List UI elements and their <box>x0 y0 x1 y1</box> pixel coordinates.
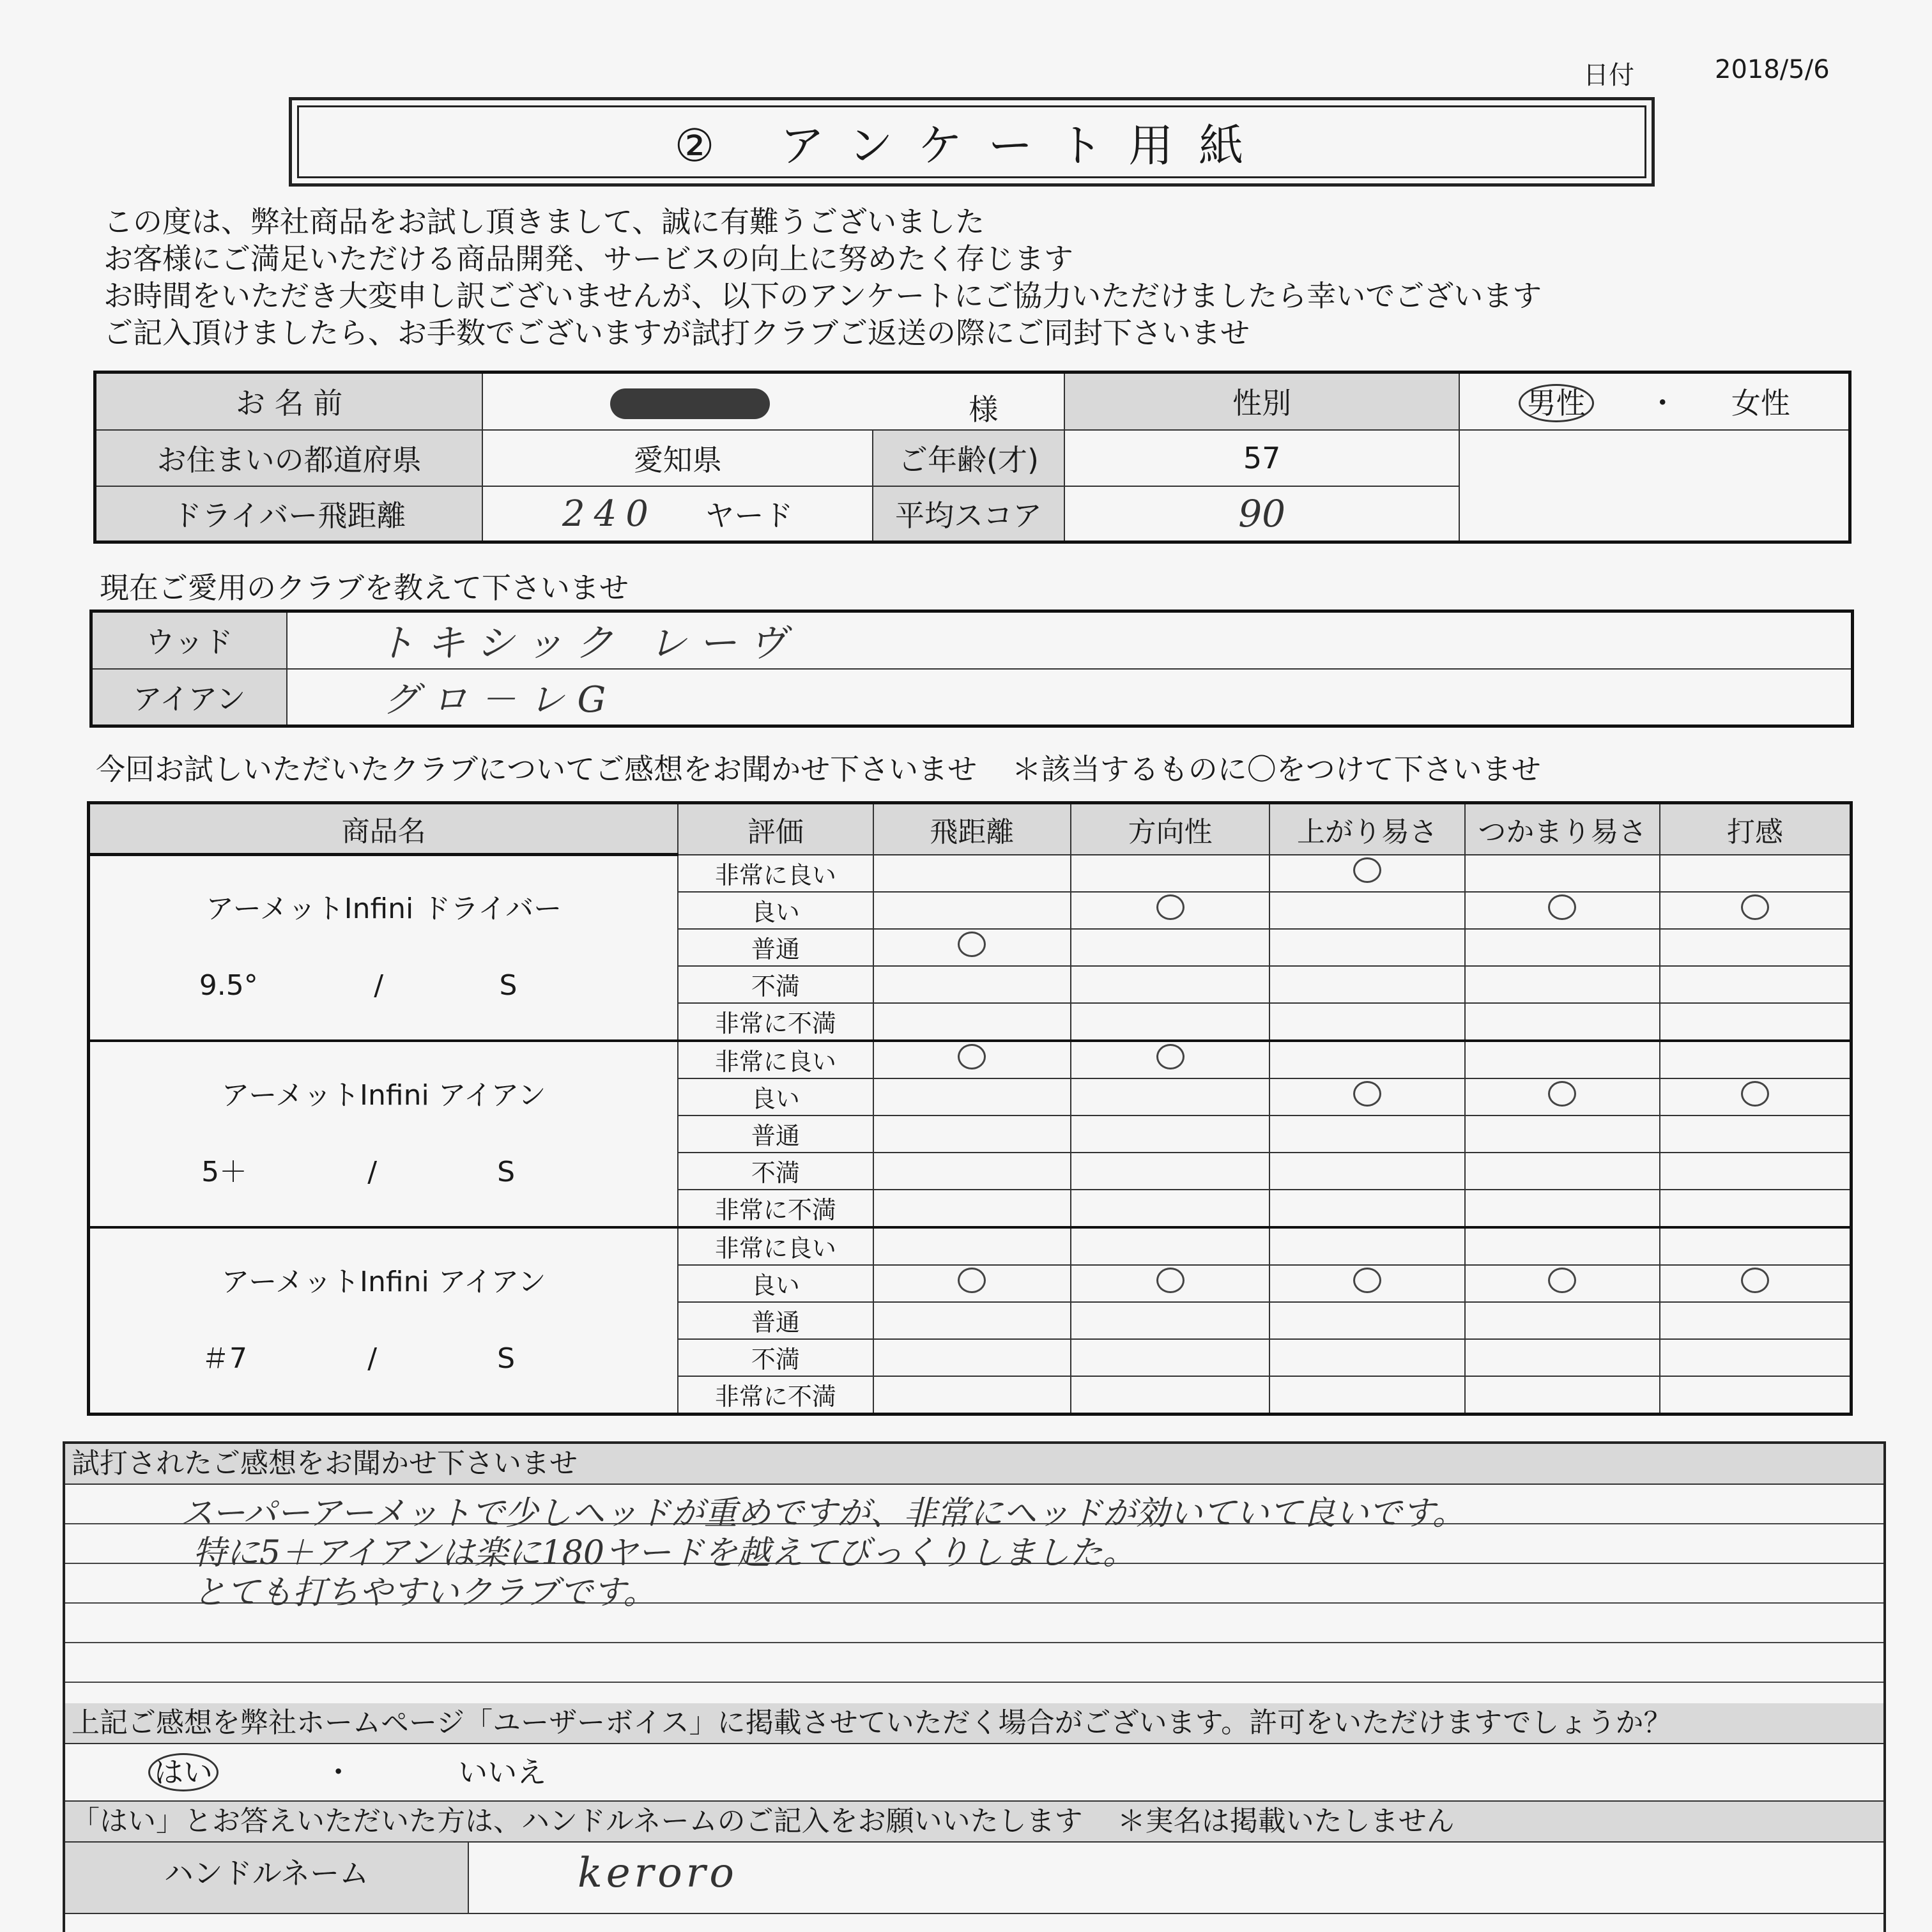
honorific: 様 <box>969 392 999 427</box>
rating-cell[interactable] <box>1465 966 1660 1003</box>
product-spec-line <box>90 1321 677 1397</box>
circle-mark-icon <box>1741 1268 1769 1293</box>
rating-level-label: 良い <box>678 1078 873 1116</box>
rating-cell[interactable] <box>1660 855 1851 892</box>
handle-value: keroro <box>578 1850 738 1897</box>
rating-cell[interactable] <box>1660 1265 1851 1302</box>
rating-cell[interactable] <box>1071 929 1269 966</box>
iron-value: グロ－レG <box>383 678 619 721</box>
gender-male[interactable]: 男性 <box>1519 384 1594 422</box>
intro-line: お客様にご満足いただける商品開発、サービスの向上に努めたく存じます <box>103 241 1073 276</box>
rating-cell[interactable] <box>873 1003 1071 1041</box>
rating-level-label: 普通 <box>678 929 873 966</box>
rating-cell[interactable] <box>1071 1190 1269 1227</box>
rating-cell[interactable] <box>1660 929 1851 966</box>
rating-cell[interactable] <box>873 1339 1071 1376</box>
product-cell <box>89 1041 678 1227</box>
product-name: アーメットInfini ドライバー <box>206 893 562 926</box>
permission-section <box>63 1703 1886 1932</box>
rating-level-label: 非常に不満 <box>678 1190 873 1227</box>
evaluation-note: ＊該当するものに〇をつけて下さいませ <box>1011 752 1541 786</box>
rating-cell[interactable] <box>1071 1078 1269 1116</box>
column-header: 飛距離 <box>873 803 1071 855</box>
rating-cell[interactable] <box>1071 1376 1269 1414</box>
iron-field[interactable] <box>287 669 1853 726</box>
circle-mark-icon <box>1548 1268 1576 1293</box>
rating-cell[interactable] <box>1660 1153 1851 1190</box>
handle-field[interactable] <box>469 1843 1883 1913</box>
circle-mark-icon <box>1741 1081 1769 1107</box>
rating-cell[interactable] <box>1071 1227 1269 1265</box>
circle-mark-icon <box>958 931 986 957</box>
rating-cell[interactable] <box>873 1265 1071 1302</box>
rating-cell[interactable] <box>1465 892 1660 929</box>
rating-cell[interactable] <box>873 1190 1071 1227</box>
rating-cell[interactable] <box>1269 892 1464 929</box>
page-title: ② アンケート用紙 <box>297 105 1646 178</box>
rating-level-label: 良い <box>678 1265 873 1302</box>
rating-cell[interactable] <box>1269 966 1464 1003</box>
remarks-box <box>63 1441 1886 1708</box>
evaluation-heading <box>96 746 1541 788</box>
rating-cell[interactable] <box>1465 1116 1660 1153</box>
rating-cell[interactable] <box>1269 1153 1464 1190</box>
remarks-line[interactable]: とても打ちやすいクラブです。 <box>193 1574 657 1612</box>
wood-label: ウッド <box>91 611 287 669</box>
title-frame <box>289 97 1655 187</box>
rating-cell[interactable] <box>1465 1190 1660 1227</box>
rating-cell[interactable] <box>1660 1116 1851 1153</box>
rating-cell[interactable] <box>1465 1302 1660 1339</box>
rating-cell[interactable] <box>1660 966 1851 1003</box>
rating-level-label: 非常に良い <box>678 1041 873 1078</box>
rating-level-label: 非常に不満 <box>678 1376 873 1414</box>
rating-level-label: 非常に良い <box>678 855 873 892</box>
product-cell <box>89 1227 678 1414</box>
rating-cell[interactable] <box>1269 929 1464 966</box>
rating-cell[interactable] <box>1071 1153 1269 1190</box>
rating-cell[interactable] <box>1465 1041 1660 1078</box>
circle-mark-icon <box>958 1044 986 1070</box>
column-header: 打感 <box>1660 803 1851 855</box>
rating-cell[interactable] <box>1071 1339 1269 1376</box>
circle-mark-icon <box>1156 894 1184 920</box>
rating-cell[interactable] <box>1269 1302 1464 1339</box>
current-clubs-heading: 現在ご愛用のクラブを教えて下さいませ <box>100 571 629 605</box>
column-header: 上がり易さ <box>1269 803 1464 855</box>
age-value[interactable]: 57 <box>1064 430 1460 486</box>
rating-cell[interactable] <box>1465 1003 1660 1041</box>
rating-cell[interactable] <box>1269 1265 1464 1302</box>
column-header: 方向性 <box>1071 803 1269 855</box>
rating-cell[interactable] <box>1465 855 1660 892</box>
rating-cell[interactable] <box>1071 855 1269 892</box>
circle-mark-icon <box>1156 1044 1184 1070</box>
rating-level-label: 不満 <box>678 1339 873 1376</box>
rating-cell[interactable] <box>1465 1153 1660 1190</box>
product-spec-line <box>90 1134 677 1211</box>
handle-label: ハンドルネーム <box>65 1843 469 1913</box>
rating-cell[interactable] <box>1071 1116 1269 1153</box>
rating-cell[interactable] <box>1660 1190 1851 1227</box>
handle-note: ＊実名は掲載いたしません <box>1117 1805 1455 1837</box>
date-label: 日付 <box>1583 61 1634 90</box>
product-slash: / <box>367 1342 378 1375</box>
rating-cell[interactable] <box>1660 1302 1851 1339</box>
average-score-field[interactable] <box>1064 486 1460 542</box>
redacted-name <box>610 388 770 419</box>
product-spec-line <box>90 947 677 1024</box>
current-clubs-table <box>89 610 1854 728</box>
wood-value: トキシック レーヴ <box>376 621 798 666</box>
rating-cell[interactable] <box>1465 1339 1660 1376</box>
product-cell <box>89 855 678 1041</box>
circle-mark-icon <box>1353 1081 1381 1107</box>
product-name: アーメットInfini アイアン <box>221 1078 546 1112</box>
intro-line: お時間をいただき大変申し訳ございませんが、以下のアンケートにご協力いただけましたら幸いでございます <box>103 279 1542 313</box>
rating-cell[interactable] <box>1071 966 1269 1003</box>
rating-cell[interactable] <box>1269 1078 1464 1116</box>
gender-label: 性別 <box>1064 372 1460 430</box>
permission-yes[interactable]: はい <box>148 1753 218 1791</box>
rating-cell[interactable] <box>1071 1302 1269 1339</box>
rating-cell[interactable] <box>873 1153 1071 1190</box>
intro-line: ご記入頂けましたら、お手数でございますが試打クラブご返送の際にご同封下さいませ <box>103 316 1250 350</box>
circle-mark-icon <box>1741 894 1769 920</box>
column-header: つかまり易さ <box>1465 803 1660 855</box>
rating-cell[interactable] <box>1071 892 1269 929</box>
remarks-line[interactable]: スーパーアーメットで少しヘッドが重めですが、非常にヘッドが効いていて良いです。 <box>180 1494 1466 1533</box>
rating-cell[interactable] <box>873 1376 1071 1414</box>
name-field[interactable] <box>482 372 1064 430</box>
profile-table <box>93 371 1851 544</box>
rating-cell[interactable] <box>1465 1376 1660 1414</box>
rating-cell[interactable] <box>1071 1265 1269 1302</box>
rating-cell[interactable] <box>1269 1376 1464 1414</box>
evaluation-heading-text: 今回お試しいただいたクラブについてご感想をお聞かせ下さいませ <box>96 752 977 786</box>
rating-level-label: 不満 <box>678 1153 873 1190</box>
gender-female[interactable]: 女性 <box>1731 386 1790 421</box>
rating-cell[interactable] <box>1465 929 1660 966</box>
product-spec: 5＋ <box>201 1155 248 1188</box>
drive-distance-unit: ヤード <box>705 498 793 533</box>
rating-cell[interactable] <box>1269 1003 1464 1041</box>
permission-question: 上記ご感想を弊社ホームページ「ユーザーボイス」に掲載させていただく場合がございます。許可をいただけますでしょうか？ <box>65 1703 1883 1744</box>
product-flex: S <box>497 1155 516 1188</box>
rating-cell[interactable] <box>1660 1227 1851 1265</box>
rating-cell[interactable] <box>873 892 1071 929</box>
gender-separator: ・ <box>1648 386 1678 421</box>
rating-cell[interactable] <box>873 855 1071 892</box>
date-value: 2018/5/6 <box>1715 55 1830 84</box>
rating-cell[interactable] <box>1660 1003 1851 1041</box>
product-slash: / <box>367 1155 378 1188</box>
gender-options[interactable] <box>1459 372 1850 430</box>
rating-cell[interactable] <box>1071 1041 1269 1078</box>
rating-cell[interactable] <box>1269 1339 1464 1376</box>
name-label: お 名 前 <box>95 372 483 430</box>
rating-cell[interactable] <box>1660 1078 1851 1116</box>
rating-cell[interactable] <box>1071 1003 1269 1041</box>
evaluation-header-row <box>89 803 1851 855</box>
product-spec: 9.5° <box>199 969 258 1002</box>
product-slash: / <box>374 969 384 1002</box>
product-name: アーメットInfini アイアン <box>221 1265 546 1298</box>
rating-cell[interactable] <box>1269 855 1464 892</box>
rating-level-label: 非常に不満 <box>678 1003 873 1041</box>
rating-row <box>89 1041 1851 1078</box>
evaluation-table <box>87 801 1853 1416</box>
rating-level-label: 良い <box>678 892 873 929</box>
handle-instruction: 「はい」とお答えいただいた方は、ハンドルネームのご記入をお願いいたします <box>72 1805 1083 1837</box>
average-score-value: 90 <box>1238 491 1285 535</box>
circle-mark-icon <box>958 1268 986 1293</box>
rating-row <box>89 1227 1851 1265</box>
rating-cell[interactable] <box>873 929 1071 966</box>
drive-distance-label: ドライバー飛距離 <box>95 486 483 542</box>
rating-cell[interactable] <box>1660 1041 1851 1078</box>
rating-cell[interactable] <box>873 1078 1071 1116</box>
handle-row <box>65 1843 1883 1914</box>
remarks-line[interactable]: 特に5＋アイアンは楽に180ヤードを越えてびっくりしました。 <box>193 1534 1137 1572</box>
permission-options <box>65 1744 1883 1802</box>
handle-instruction-bar <box>65 1802 1883 1843</box>
circle-mark-icon <box>1548 894 1576 920</box>
permission-separator: ・ <box>323 1755 353 1790</box>
iron-label: アイアン <box>91 669 287 726</box>
rating-level-label: 不満 <box>678 966 873 1003</box>
average-score-label: 平均スコア <box>873 486 1064 542</box>
rating-cell[interactable] <box>1660 892 1851 929</box>
rating-level-label: 普通 <box>678 1116 873 1153</box>
intro-text <box>103 203 1542 351</box>
remarks-heading: 試打されたご感想をお聞かせ下さいませ <box>65 1444 1883 1485</box>
rating-level-label: 普通 <box>678 1302 873 1339</box>
circle-mark-icon <box>1353 857 1381 883</box>
rating-cell[interactable] <box>873 1116 1071 1153</box>
product-flex: S <box>499 969 518 1002</box>
blank-cell <box>1459 430 1850 542</box>
rating-cell[interactable] <box>1660 1339 1851 1376</box>
rating-cell[interactable] <box>1269 1041 1464 1078</box>
rating-row <box>89 855 1851 892</box>
rating-cell[interactable] <box>1465 1265 1660 1302</box>
prefecture-value[interactable]: 愛知県 <box>482 430 873 486</box>
prefecture-label: お住まいの都道府県 <box>95 430 483 486</box>
rating-cell[interactable] <box>873 966 1071 1003</box>
rating-cell[interactable] <box>873 1302 1071 1339</box>
rating-level-label: 非常に良い <box>678 1227 873 1265</box>
rating-cell[interactable] <box>873 1227 1071 1265</box>
product-flex: S <box>497 1342 516 1375</box>
rating-cell[interactable] <box>1269 1190 1464 1227</box>
rating-cell[interactable] <box>1465 1078 1660 1116</box>
rating-cell[interactable] <box>873 1041 1071 1078</box>
product-spec: ＃7 <box>201 1342 248 1375</box>
circle-mark-icon <box>1156 1268 1184 1293</box>
drive-distance-value: 240 <box>562 493 657 535</box>
age-label: ご年齢(才) <box>873 430 1064 486</box>
circle-mark-icon <box>1353 1268 1381 1293</box>
column-header: 商品名 <box>89 803 678 855</box>
drive-distance-field[interactable] <box>482 486 873 542</box>
permission-no[interactable]: いいえ <box>458 1755 547 1790</box>
intro-line: この度は、弊社商品をお試し頂きまして、誠に有難うございました <box>103 204 985 239</box>
rating-cell[interactable] <box>1465 1227 1660 1265</box>
column-header: 評価 <box>678 803 873 855</box>
rating-cell[interactable] <box>1269 1116 1464 1153</box>
rating-cell[interactable] <box>1269 1227 1464 1265</box>
circle-mark-icon <box>1548 1081 1576 1107</box>
rating-cell[interactable] <box>1660 1376 1851 1414</box>
wood-field[interactable] <box>287 611 1853 669</box>
